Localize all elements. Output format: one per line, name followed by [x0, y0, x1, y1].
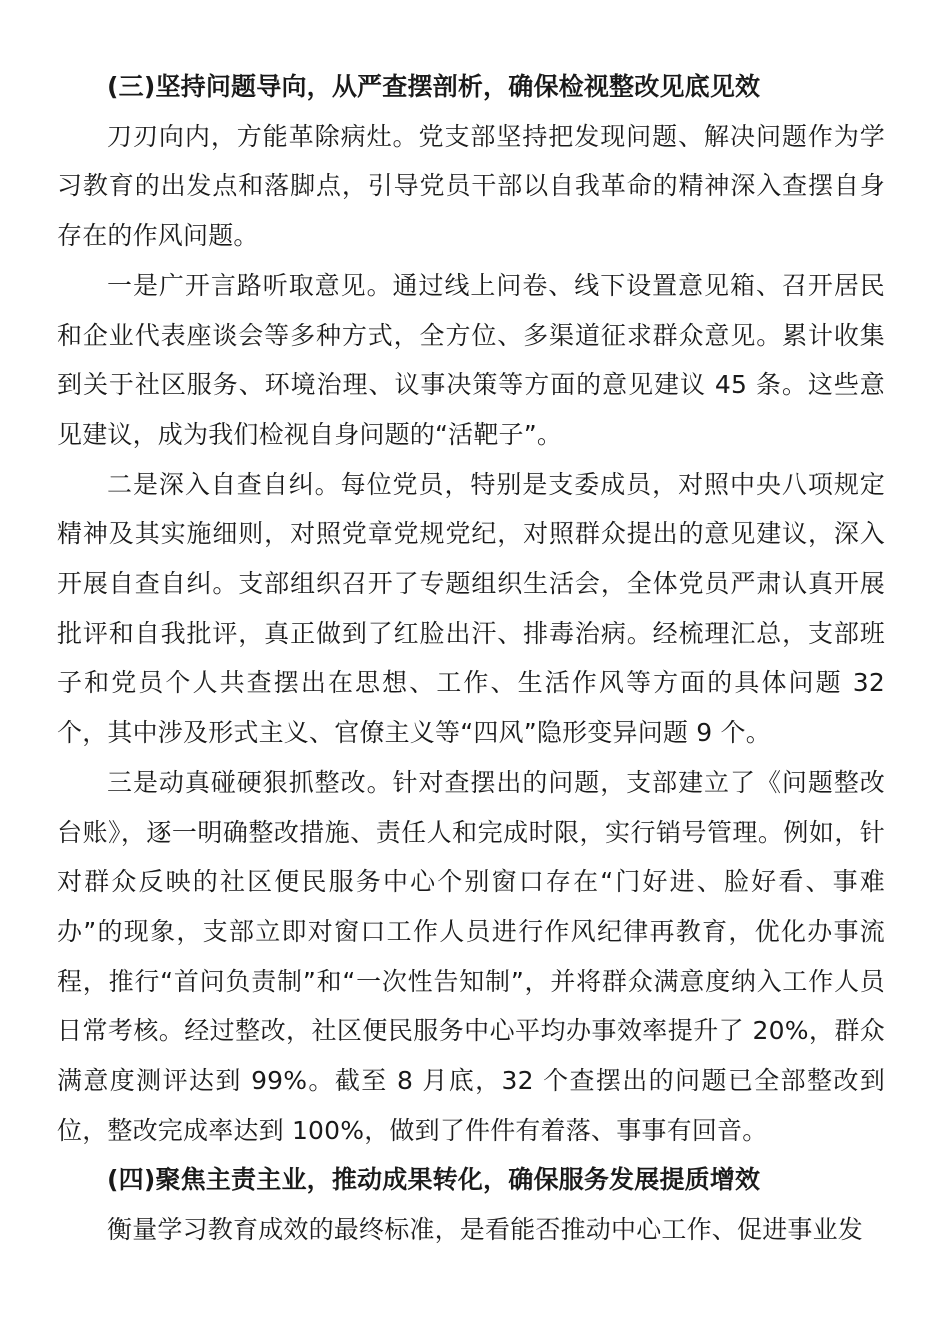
- paragraph-rectification: 三是动真碰硬狠抓整改。针对查摆出的问题，支部建立了《问题整改台账》，逐一明确整改措施、责任人和完成时限，实行销号管理。例如，针对群众反映的社区便民服务中心个别窗口存在“门好进、脸好看、事难办”的现象，支部立即对窗口工作人员进行作风纪律再教育，优化办事流程，推行“首问负责制”和“一次性告知制”，并将群众满意度纳入工作人员日常考核。经过整改，社区便民服务中心平均办事效率提升了 20%，群众满意度测评达到 99%。截至 8 月底，32 个查摆出的问题已全部整改到位，整改完成率达到 100%，做到了件件有着落、事事有回音。: [57, 767, 885, 1145]
- paragraph-listen-opinions: 一是广开言路听取意见。通过线上问卷、线下设置意见箱、召开居民和企业代表座谈会等多种方式，全方位、多渠道征求群众意见。累计收集到关于社区服务、环境治理、议事决策等方面的意见建议 45 条。这些意见建议，成为我们检视自身问题的“活靶子”。: [57, 270, 885, 449]
- section-heading-4: (四)聚焦主责主业，推动成果转化，确保服务发展提质增效: [107, 1165, 761, 1195]
- paragraph-self-inspection: 二是深入自查自纠。每位党员，特别是支委成员，对照中央八项规定精神及其实施细则，对照党章党规党纪，对照群众提出的意见建议，深入开展自查自纠。支部组织召开了专题组织生活会，全体党员严肃认真开展批评和自我批评，真正做到了红脸出汗、排毒治病。经梳理汇总，支部班子和党员个人共查摆出在思想、工作、生活作风等方面的具体问题 32 个，其中涉及形式主义、官僚主义等“四风”隐形变异问题 9 个。: [57, 469, 885, 748]
- paragraph-outcome: 衡量学习教育成效的最终标准，是看能否推动中心工作、促进事业发: [107, 1215, 864, 1245]
- document-body: [57, 62, 885, 1255]
- intro-paragraph: 刀刃向内，方能革除病灶。党支部坚持把发现问题、解决问题作为学习教育的出发点和落脚点，引导党员干部以自我革命的精神深入查摆自身存在的作风问题。: [57, 121, 885, 251]
- section-heading-3: (三)坚持问题导向，从严查摆剖析，确保检视整改见底见效: [107, 72, 761, 101]
